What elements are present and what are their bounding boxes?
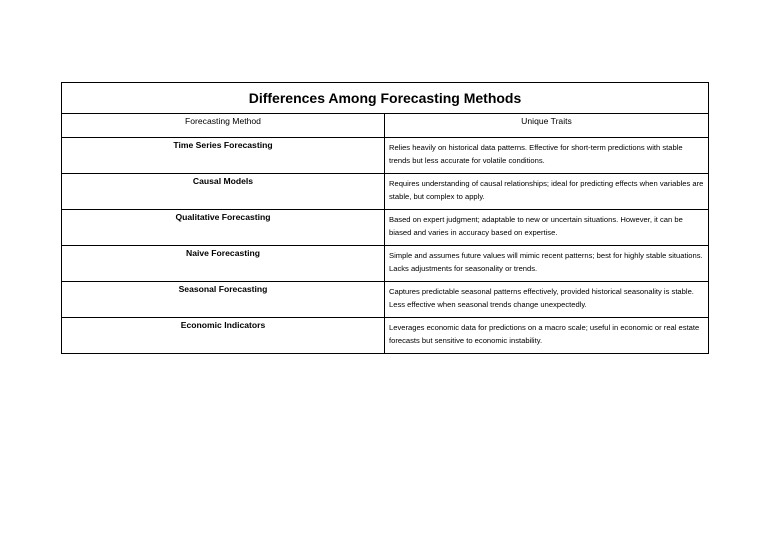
title-row [62,83,709,114]
header-forecasting-method: Forecasting Method [62,114,385,138]
method-cell: Economic Indicators [62,318,385,354]
traits-cell: Requires understanding of causal relationships; ideal for predicting effects when variables are stable, but complex to apply. [385,174,709,210]
table-row [62,318,709,354]
method-cell: Naive Forecasting [62,246,385,282]
table-row [62,282,709,318]
traits-cell: Leverages economic data for predictions on a macro scale; useful in economic or real estate forecasts but sensitive to economic instability. [385,318,709,354]
header-unique-traits: Unique Traits [385,114,709,138]
method-cell: Time Series Forecasting [62,138,385,174]
table-title: Differences Among Forecasting Methods [62,83,709,114]
traits-cell: Based on expert judgment; adaptable to new or uncertain situations. However, it can be biased and varies in accuracy based on expertise. [385,210,709,246]
header-row [62,114,709,138]
table-row [62,246,709,282]
method-cell: Causal Models [62,174,385,210]
traits-cell: Simple and assumes future values will mimic recent patterns; best for highly stable situations. Lacks adjustments for seasonality or trends. [385,246,709,282]
method-cell: Seasonal Forecasting [62,282,385,318]
method-cell: Qualitative Forecasting [62,210,385,246]
table-row [62,210,709,246]
forecasting-methods-table [61,82,709,354]
traits-cell: Captures predictable seasonal patterns effectively, provided historical seasonality is stable. Less effective when seasonal trends change unexpectedly. [385,282,709,318]
table-row [62,174,709,210]
table-row [62,138,709,174]
traits-cell: Relies heavily on historical data patterns. Effective for short-term predictions with stable trends but less accurate for volatile conditions. [385,138,709,174]
